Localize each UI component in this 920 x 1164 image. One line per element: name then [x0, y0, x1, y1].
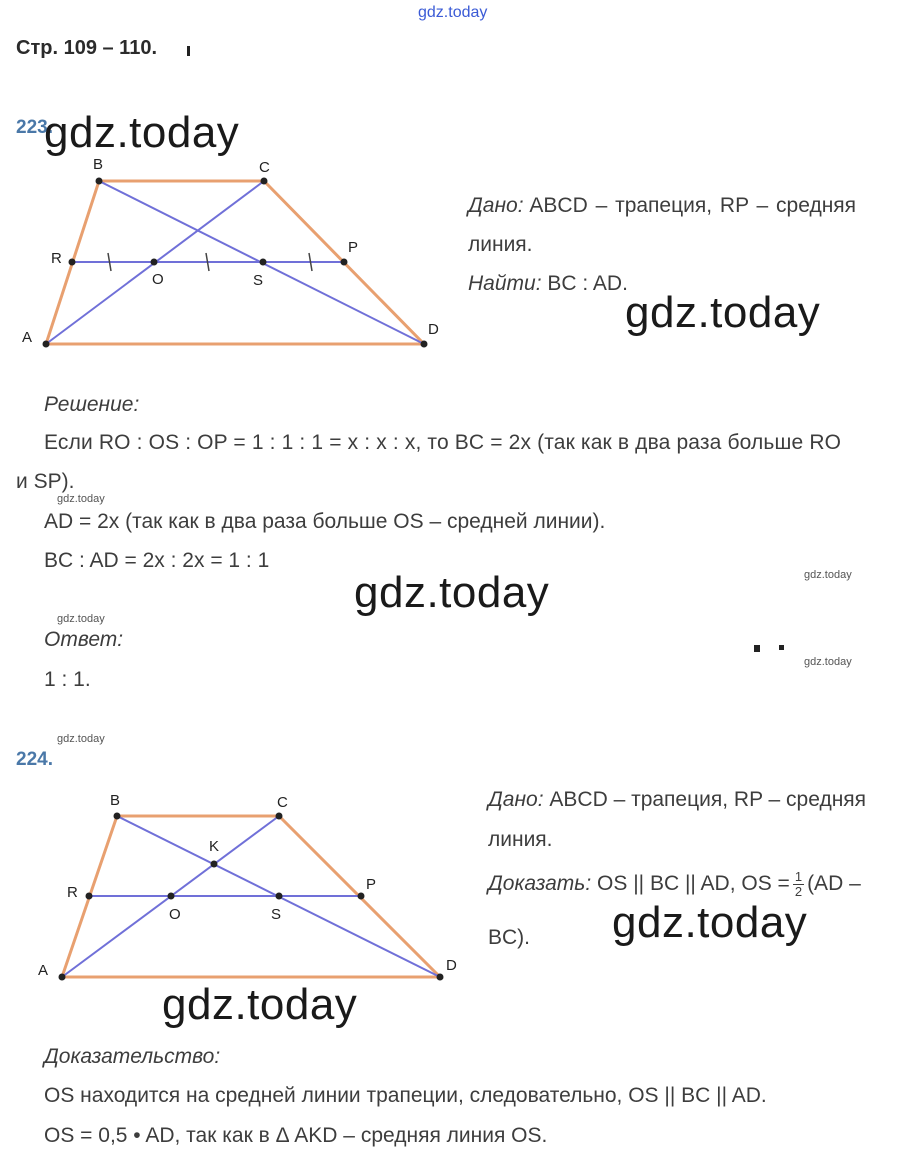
label-223-o: O — [152, 271, 164, 288]
find-223-text: BC : AD. — [547, 272, 628, 295]
watermark-small-2: gdz.today — [804, 569, 852, 581]
given-224-text-2: линия. — [488, 828, 553, 851]
proof-224-label: Доказательство: — [44, 1045, 221, 1068]
page-header: Стр. 109 – 110. — [16, 37, 157, 59]
prove-224-text-b: (AD – — [807, 872, 861, 896]
point-224-p — [358, 893, 365, 900]
label-223-d: D — [428, 321, 439, 338]
prove-224-fraction — [793, 870, 804, 899]
proof-224-line-1: OS находится на средней линии трапеции, следовательно, OS || BC || AD. — [44, 1084, 767, 1107]
solution-223-line-2: и SP). — [16, 470, 75, 493]
label-223-r: R — [51, 250, 62, 267]
point-224-d — [437, 974, 444, 981]
watermark-top: gdz.today — [418, 4, 488, 21]
label-224-p: P — [366, 876, 377, 893]
given-223-text: ABCD – трапеция, RP – средняя — [529, 194, 857, 217]
point-224-b — [114, 813, 121, 820]
given-224-text: ABCD – трапеция, RP – средняя — [549, 788, 867, 811]
label-223-p: P — [348, 239, 359, 256]
mark-dot-2 — [779, 645, 784, 650]
point-224-a — [59, 974, 66, 981]
problem-224-number: 224. — [16, 749, 53, 770]
figure-224-trapezoid — [0, 0, 470, 1000]
problem-223-number: 223. — [16, 117, 53, 138]
watermark-large-5: gdz.today — [162, 980, 358, 1029]
point-224-r — [86, 893, 93, 900]
watermark-large-1: gdz.today — [44, 108, 240, 157]
fraction-numerator: 1 — [794, 869, 803, 884]
watermark-large-2: gdz.today — [625, 288, 821, 337]
given-224-label: Дано: — [488, 788, 544, 811]
label-223-b: B — [93, 156, 104, 173]
watermark-small-3: gdz.today — [57, 613, 105, 625]
label-224-c: C — [277, 794, 288, 811]
mark-dot-1 — [754, 645, 760, 652]
label-224-k: K — [209, 838, 220, 855]
point-224-s — [276, 893, 283, 900]
given-223-text-2: линия. — [468, 233, 533, 256]
solution-223-line-1: Если RO : OS : OP = 1 : 1 : 1 = x : x : x, то BC = 2x (так как в два раза больше RO — [44, 431, 842, 454]
watermark-small-5: gdz.today — [57, 733, 105, 745]
proof-224-line-2: OS = 0,5 • AD, так как в Δ AKD – средняя линия OS. — [44, 1124, 548, 1147]
answer-223-label: Ответ: — [44, 628, 124, 651]
label-224-a: A — [38, 962, 49, 979]
watermark-small-1: gdz.today — [57, 493, 105, 505]
label-224-d: D — [446, 957, 457, 974]
watermark-large-4: gdz.today — [612, 898, 808, 947]
given-224 — [488, 788, 866, 812]
label-223-s: S — [253, 272, 264, 289]
point-224-k — [211, 861, 218, 868]
watermark-large-3: gdz.today — [354, 568, 550, 617]
prove-224-text-a: OS || BC || AD, OS = — [597, 872, 790, 896]
solution-223-line-4: BC : AD = 2x : 2x = 1 : 1 — [44, 549, 270, 572]
find-223 — [468, 272, 628, 296]
label-224-s: S — [271, 906, 282, 923]
label-224-o: O — [169, 906, 181, 923]
fraction-denominator: 2 — [794, 884, 803, 899]
watermark-small-4: gdz.today — [804, 656, 852, 668]
label-224-b: B — [110, 792, 121, 809]
given-223-label: Дано: — [468, 194, 524, 217]
answer-223-text: 1 : 1. — [44, 668, 91, 691]
find-223-label: Найти: — [468, 272, 542, 295]
label-224-r: R — [67, 884, 78, 901]
point-224-c — [276, 813, 283, 820]
given-223 — [468, 194, 856, 218]
solution-223-line-3: AD = 2x (так как в два раза больше OS – средней линии). — [44, 510, 606, 533]
label-223-c: C — [259, 159, 270, 176]
prove-224 — [488, 870, 861, 899]
prove-224-label: Доказать: — [488, 872, 592, 896]
solution-223-label: Решение: — [44, 393, 140, 416]
label-223-a: A — [22, 329, 33, 346]
point-224-o — [168, 893, 175, 900]
prove-224-text-c: BC). — [488, 926, 530, 949]
